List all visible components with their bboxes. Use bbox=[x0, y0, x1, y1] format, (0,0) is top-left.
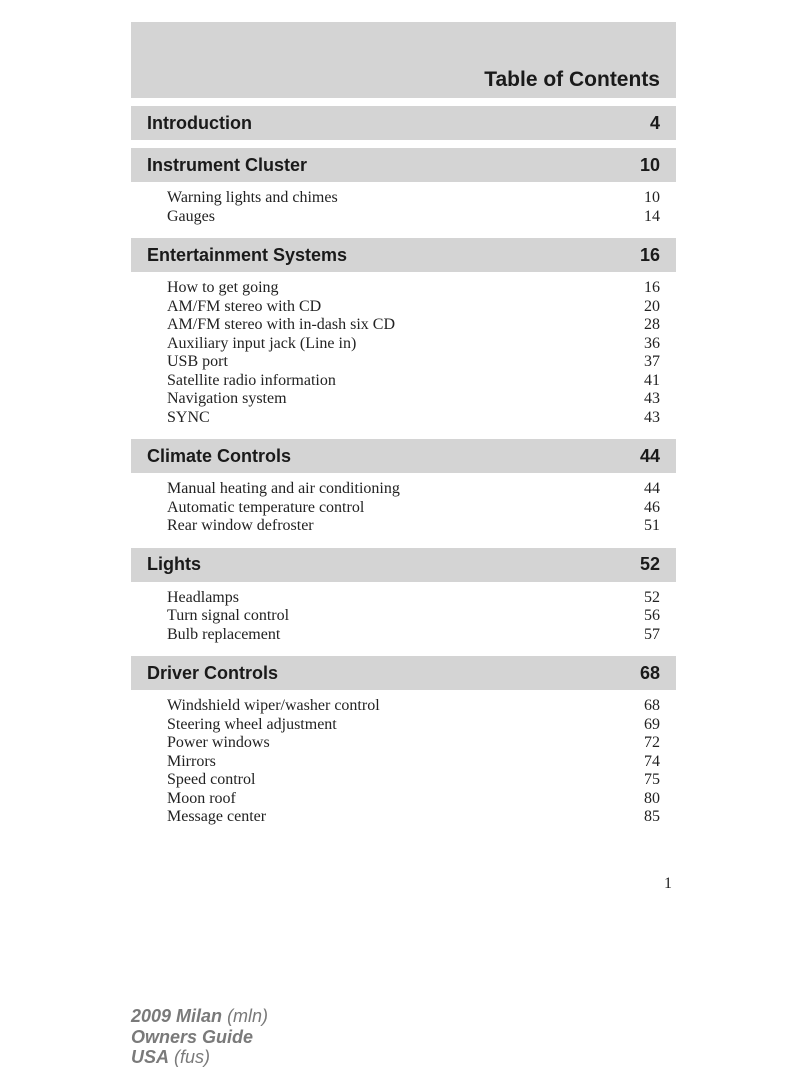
entry-label: Moon roof bbox=[167, 789, 236, 807]
entry-label: Turn signal control bbox=[167, 607, 290, 624]
toc-entry[interactable] bbox=[167, 279, 660, 298]
toc-entry[interactable] bbox=[167, 716, 660, 735]
entry-label: How to get going bbox=[167, 279, 279, 296]
toc-entry[interactable] bbox=[167, 390, 660, 409]
toc-entry[interactable] bbox=[167, 298, 660, 317]
entry-label: Mirrors bbox=[167, 752, 216, 770]
entry-page: 16 bbox=[644, 279, 660, 296]
entry-label: Bulb replacement bbox=[167, 625, 281, 643]
section-items bbox=[131, 582, 676, 649]
section-page: 10 bbox=[639, 154, 660, 175]
toc-section bbox=[131, 548, 676, 649]
section-items bbox=[131, 473, 676, 540]
toc-entry[interactable] bbox=[167, 589, 660, 608]
entry-page: 28 bbox=[644, 316, 660, 333]
entry-page: 44 bbox=[644, 480, 660, 497]
toc-entry[interactable] bbox=[167, 808, 660, 827]
entry-label: Steering wheel adjustment bbox=[167, 715, 337, 733]
entry-page: 75 bbox=[644, 771, 660, 788]
entry-page: 51 bbox=[644, 517, 660, 534]
entry-page: 69 bbox=[644, 715, 660, 733]
section-title: Entertainment Systems bbox=[147, 244, 348, 265]
entry-page: 52 bbox=[644, 588, 660, 606]
entry-label: Warning lights and chimes bbox=[167, 189, 338, 206]
footer bbox=[131, 1006, 268, 1068]
entry-label: SYNC bbox=[167, 408, 210, 426]
section-title: Instrument Cluster bbox=[147, 154, 308, 175]
section-heading[interactable] bbox=[131, 238, 676, 272]
toc-section bbox=[131, 148, 676, 230]
toc-entry[interactable] bbox=[167, 517, 660, 536]
entry-label: Windshield wiper/washer control bbox=[167, 697, 380, 714]
entry-page: 85 bbox=[644, 808, 660, 825]
toc-entry[interactable] bbox=[167, 771, 660, 790]
toc-entry[interactable] bbox=[167, 697, 660, 716]
toc-entry[interactable] bbox=[167, 353, 660, 372]
section-title: Lights bbox=[147, 554, 201, 574]
toc-entry[interactable] bbox=[167, 499, 660, 518]
section-page: 4 bbox=[649, 112, 660, 133]
section-heading[interactable] bbox=[131, 439, 676, 473]
toc-entry[interactable] bbox=[167, 734, 660, 753]
section-heading[interactable] bbox=[131, 106, 676, 140]
toc-entry[interactable] bbox=[167, 480, 660, 499]
footer-region: USA bbox=[131, 1047, 170, 1067]
toc-sections bbox=[131, 106, 676, 831]
entry-label: AM/FM stereo with CD bbox=[167, 297, 322, 315]
section-items bbox=[131, 182, 676, 230]
entry-page: 43 bbox=[644, 408, 660, 426]
entry-label: Satellite radio information bbox=[167, 371, 336, 389]
entry-label: Navigation system bbox=[167, 390, 287, 407]
entry-page: 37 bbox=[644, 353, 660, 370]
toc-entry[interactable] bbox=[167, 316, 660, 335]
section-heading[interactable] bbox=[131, 548, 676, 582]
page-title: Table of Contents bbox=[484, 68, 660, 91]
entry-page: 41 bbox=[644, 371, 660, 389]
footer-guide: Owners Guide bbox=[131, 1026, 254, 1047]
footer-model-code: (mln) bbox=[227, 1006, 269, 1026]
entry-label: Automatic temperature control bbox=[167, 498, 365, 516]
entry-label: Power windows bbox=[167, 734, 270, 751]
entry-label: Auxiliary input jack (Line in) bbox=[167, 334, 357, 352]
toc-entry[interactable] bbox=[167, 372, 660, 391]
entry-page: 74 bbox=[644, 752, 660, 770]
entry-page: 10 bbox=[644, 189, 660, 206]
toc-entry[interactable] bbox=[167, 409, 660, 428]
toc-entry[interactable] bbox=[167, 753, 660, 772]
section-items bbox=[131, 690, 676, 831]
toc-section bbox=[131, 656, 676, 831]
section-title: Climate Controls bbox=[147, 445, 292, 466]
section-heading[interactable] bbox=[131, 656, 676, 690]
toc-entry[interactable] bbox=[167, 335, 660, 354]
entry-page: 57 bbox=[644, 625, 660, 643]
entry-label: AM/FM stereo with in-dash six CD bbox=[167, 316, 395, 333]
section-title: Driver Controls bbox=[147, 662, 279, 683]
toc-entry[interactable] bbox=[167, 626, 660, 645]
toc-entry[interactable] bbox=[167, 607, 660, 626]
toc-entry[interactable] bbox=[167, 189, 660, 208]
toc-section bbox=[131, 238, 676, 431]
entry-page: 36 bbox=[644, 334, 660, 352]
entry-label: Speed control bbox=[167, 771, 256, 788]
section-items bbox=[131, 272, 676, 431]
entry-page: 20 bbox=[644, 297, 660, 315]
section-heading[interactable] bbox=[131, 148, 676, 182]
entry-page: 46 bbox=[644, 498, 660, 516]
footer-line-2 bbox=[131, 1027, 268, 1048]
toc-entry[interactable] bbox=[167, 208, 660, 227]
entry-label: Manual heating and air conditioning bbox=[167, 480, 400, 497]
entry-label: USB port bbox=[167, 353, 228, 370]
entry-label: Gauges bbox=[167, 207, 215, 225]
entry-label: Headlamps bbox=[167, 588, 239, 606]
entry-page: 80 bbox=[644, 789, 660, 807]
entry-page: 72 bbox=[644, 734, 660, 751]
footer-region-code: (fus) bbox=[174, 1047, 211, 1067]
section-page: 68 bbox=[639, 662, 660, 683]
footer-line-1 bbox=[131, 1006, 268, 1027]
entry-page: 56 bbox=[644, 607, 660, 624]
entry-label: Message center bbox=[167, 808, 267, 825]
entry-page: 43 bbox=[644, 390, 660, 407]
toc-section bbox=[131, 106, 676, 140]
section-page: 44 bbox=[639, 445, 660, 466]
page-number: 1 bbox=[664, 875, 672, 892]
entry-page: 68 bbox=[644, 697, 660, 714]
section-title: Introduction bbox=[147, 112, 252, 133]
toc-entry[interactable] bbox=[167, 790, 660, 809]
entry-label: Rear window defroster bbox=[167, 517, 314, 534]
footer-line-3 bbox=[131, 1047, 268, 1068]
title-band bbox=[131, 22, 676, 98]
section-page: 52 bbox=[639, 554, 660, 574]
entry-page: 14 bbox=[644, 207, 660, 225]
toc-section bbox=[131, 439, 676, 540]
footer-model: 2009 Milan bbox=[131, 1006, 223, 1026]
toc-page bbox=[131, 22, 676, 831]
section-page: 16 bbox=[639, 244, 660, 265]
